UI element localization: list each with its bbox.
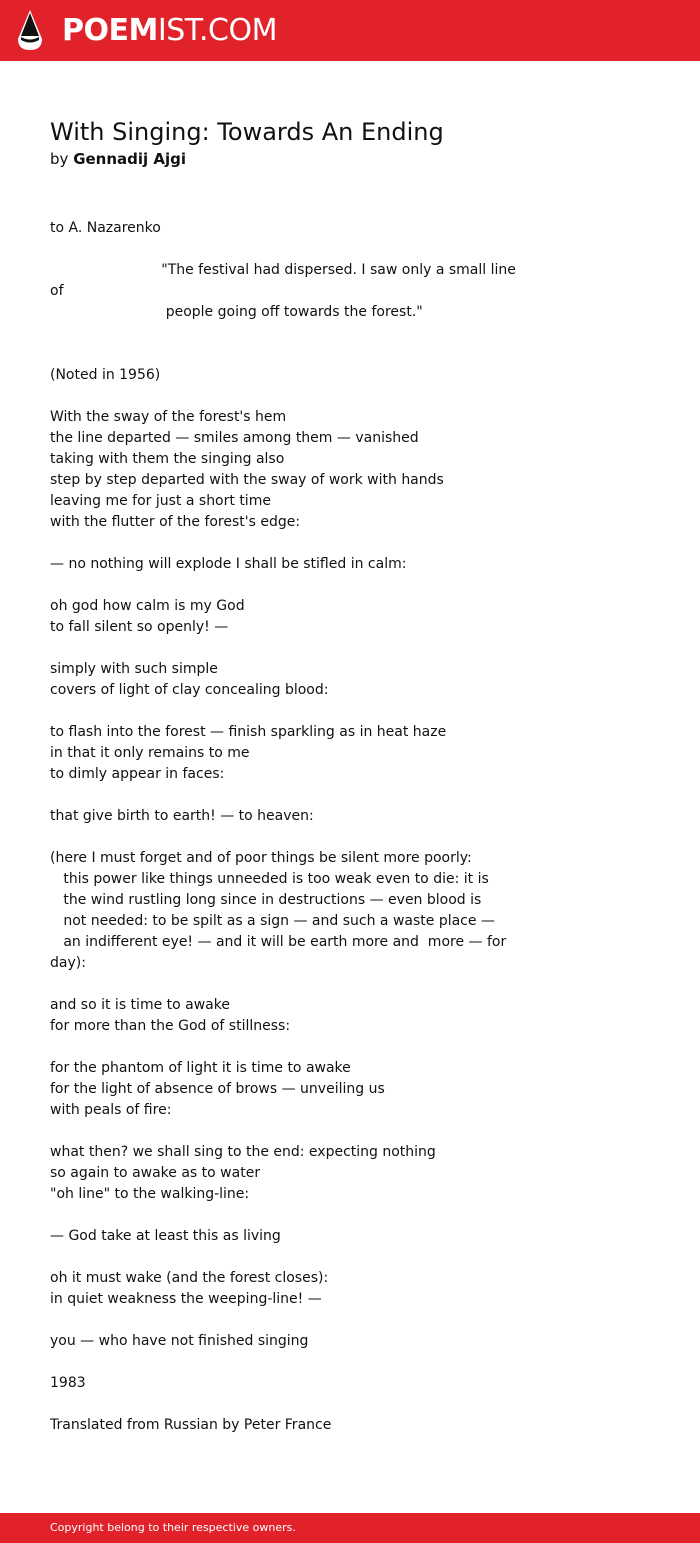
- poem-body: to A. Nazarenko "The festival had dispersed. I saw only a small line of people going off towards the forest." (Noted in 1956) With the sway of the forest's hem the line departed — smiles among them — vanished taking with them the singing also step by step departed with the sway of work with hands leaving me for just a short time with the flutter of the forest's edge: — no nothing will explode I shall be stifled in calm: oh god how calm is my God to fall silent so openly! — simply with such simple covers of light of clay concealing blood: to flash into the forest — finish sparkling as in heat haze in that it only remains to me to dimly appear in faces: that give birth to earth! — to heaven: (here I must forget and of poor things be silent more poorly: this power like things unneeded is too weak even to die: it is the wind rustling long since in destructions — even blood is not needed: to be spilt as a sign — and such a waste place — an indifferent eye! — and it will be earth more and more — for day): and so it is time to awake for more than the God of stillness: for the phantom of light it is time to awake for the light of absence of brows — unveiling us with peals of fire: what then? we shall sing to the end: expecting nothing so again to awake as to water "oh line" to the walking-line: — God take at least this as living oh it must wake (and the forest closes): in quiet weakness the weeping-line! — you — who have not finished singing 1983 Translated from Russian by Peter France: [50, 220, 516, 1433]
- pencil-tip-icon[interactable]: [17, 9, 43, 51]
- logo-light-text: IST.COM: [157, 13, 277, 48]
- site-footer: [0, 1513, 700, 1543]
- site-header: [0, 0, 700, 61]
- logo-bold-text: POEM: [62, 13, 158, 48]
- byline: [50, 148, 186, 170]
- site-logo[interactable]: [62, 12, 277, 50]
- copyright-text: Copyright belong to their respective owners.: [50, 1521, 296, 1534]
- poem-title: With Singing: Towards An Ending: [50, 118, 444, 146]
- author-name: Gennadij Ajgi: [73, 150, 187, 168]
- by-label: by: [50, 150, 69, 168]
